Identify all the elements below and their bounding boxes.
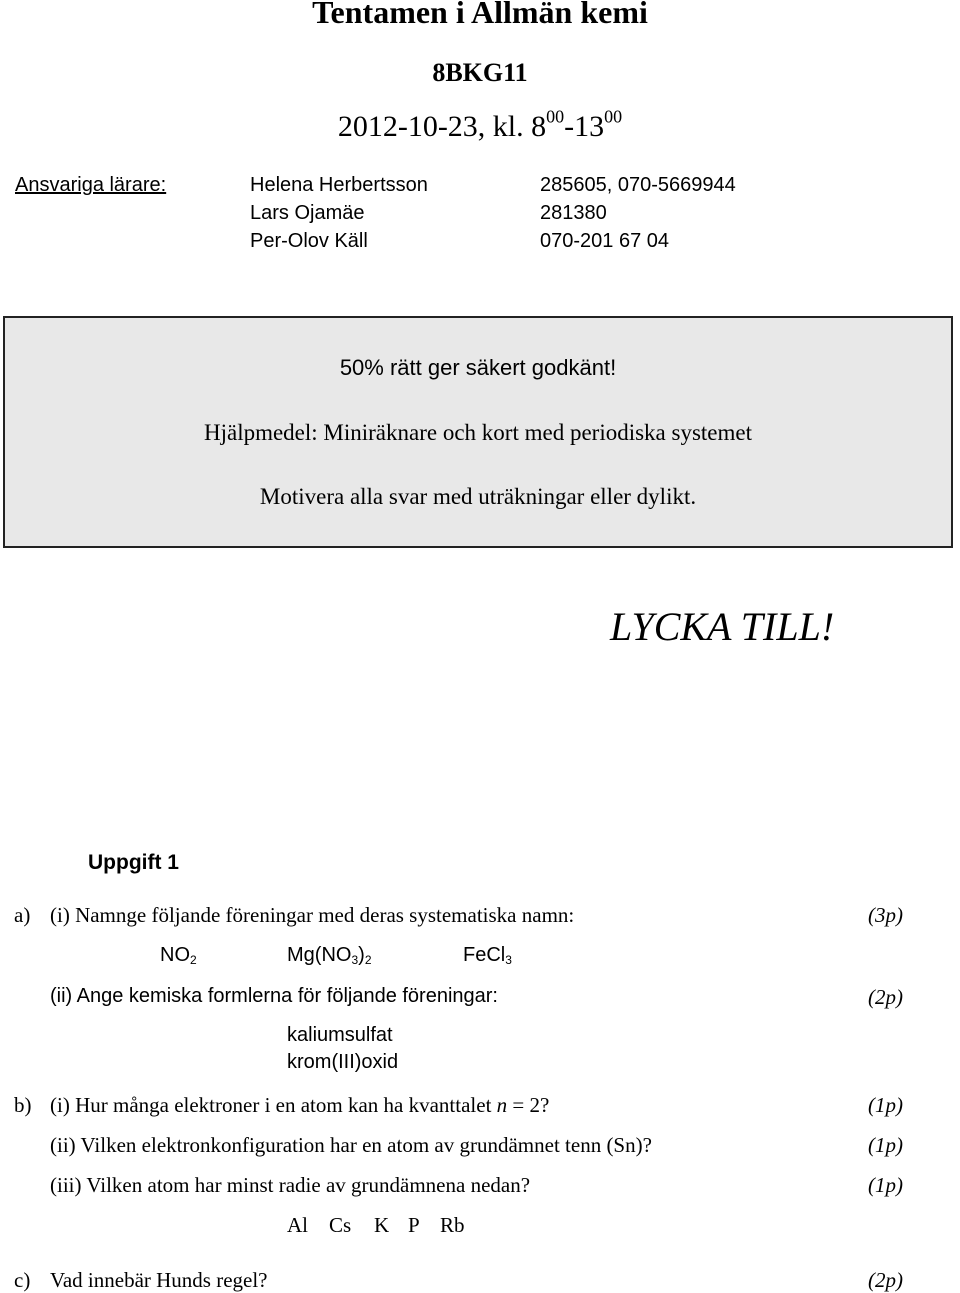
element-symbol: P <box>408 1213 420 1237</box>
part-b-iii-question: (iii) Vilken atom har minst radie av grundämnena nedan? <box>50 1173 531 1197</box>
date-prefix: 2012-10-23, kl. 8 <box>337 110 547 143</box>
part-b-i-points: (1p) <box>868 1093 903 1117</box>
part-a-i-question: (i) Namnge följande föreningar med deras systematiska namn: <box>50 903 575 927</box>
teacher-name: Per-Olov Käll <box>250 230 368 252</box>
part-c-points: (2p) <box>868 1268 903 1292</box>
element-symbol: Al <box>287 1213 308 1237</box>
teacher-phone: 285605, 070-5669944 <box>540 174 736 196</box>
formula-paren: ) <box>358 944 365 966</box>
compound-name: kaliumsulfat <box>287 1024 393 1046</box>
part-c-question: Vad innebär Hunds regel? <box>50 1268 268 1292</box>
formula-base: NO <box>160 944 190 966</box>
motivation-instruction: Motivera alla svar med uträkningar eller dylikt. <box>259 484 697 509</box>
teacher-phone: 281380 <box>540 202 607 224</box>
formula-mgno32 <box>287 944 372 967</box>
element-symbol: Cs <box>329 1213 352 1237</box>
part-a-ii-question: (ii) Ange kemiska formlerna för följande föreningar: <box>50 985 498 1007</box>
part-b-i-question <box>50 1093 549 1118</box>
formula-subscript: 3 <box>351 953 359 967</box>
part-a-i-points: (3p) <box>868 903 903 927</box>
compound-name: krom(III)oxid <box>287 1051 399 1073</box>
exam-date <box>0 106 960 144</box>
part-b-ii-question: (ii) Vilken elektronkonfiguration har en atom av grundämnet tenn (Sn)? <box>50 1133 652 1157</box>
teacher-name: Helena Herbertsson <box>250 174 428 196</box>
formula-subscript: 2 <box>364 953 372 967</box>
formula-base: Mg(NO <box>287 944 352 966</box>
part-b-label: b) <box>14 1093 32 1117</box>
allowed-aids: Hjälpmedel: Miniräknare och kort med periodiska systemet <box>203 420 752 445</box>
part-b-ii-points: (1p) <box>868 1133 903 1157</box>
teacher-name: Lars Ojamäe <box>250 202 365 224</box>
formula-base: FeCl <box>463 944 506 966</box>
element-symbol: K <box>374 1213 390 1237</box>
formula-subscript: 2 <box>190 953 197 967</box>
info-box <box>3 316 953 548</box>
pass-requirement: 50% rätt ger säkert godkänt! <box>339 355 617 380</box>
question-text: (i) Hur många elektroner i en atom kan ha kvanttalet <box>50 1093 497 1117</box>
date-mid: -13 <box>564 110 605 143</box>
part-b-iii-points: (1p) <box>868 1173 903 1197</box>
date-sup-end: 00 <box>604 106 623 127</box>
part-a-label: a) <box>14 903 31 927</box>
question-text: = 2? <box>507 1093 550 1117</box>
date-sup-start: 00 <box>546 106 565 127</box>
good-luck: LYCKA TILL! <box>610 604 835 649</box>
formula-subscript: 3 <box>505 953 512 967</box>
part-c-label: c) <box>14 1268 31 1292</box>
quantum-number-symbol: n <box>496 1093 508 1117</box>
exam-title: Tentamen i Allmän kemi <box>312 0 648 30</box>
task-heading: Uppgift 1 <box>88 851 179 874</box>
formula-fecl3 <box>463 944 512 967</box>
course-code: 8BKG11 <box>432 58 528 87</box>
teacher-phone: 070-201 67 04 <box>540 230 670 252</box>
formula-no2 <box>160 944 197 967</box>
teachers-label: Ansvariga lärare: <box>15 174 167 196</box>
element-symbol: Rb <box>440 1213 465 1237</box>
part-a-ii-points: (2p) <box>868 985 903 1009</box>
